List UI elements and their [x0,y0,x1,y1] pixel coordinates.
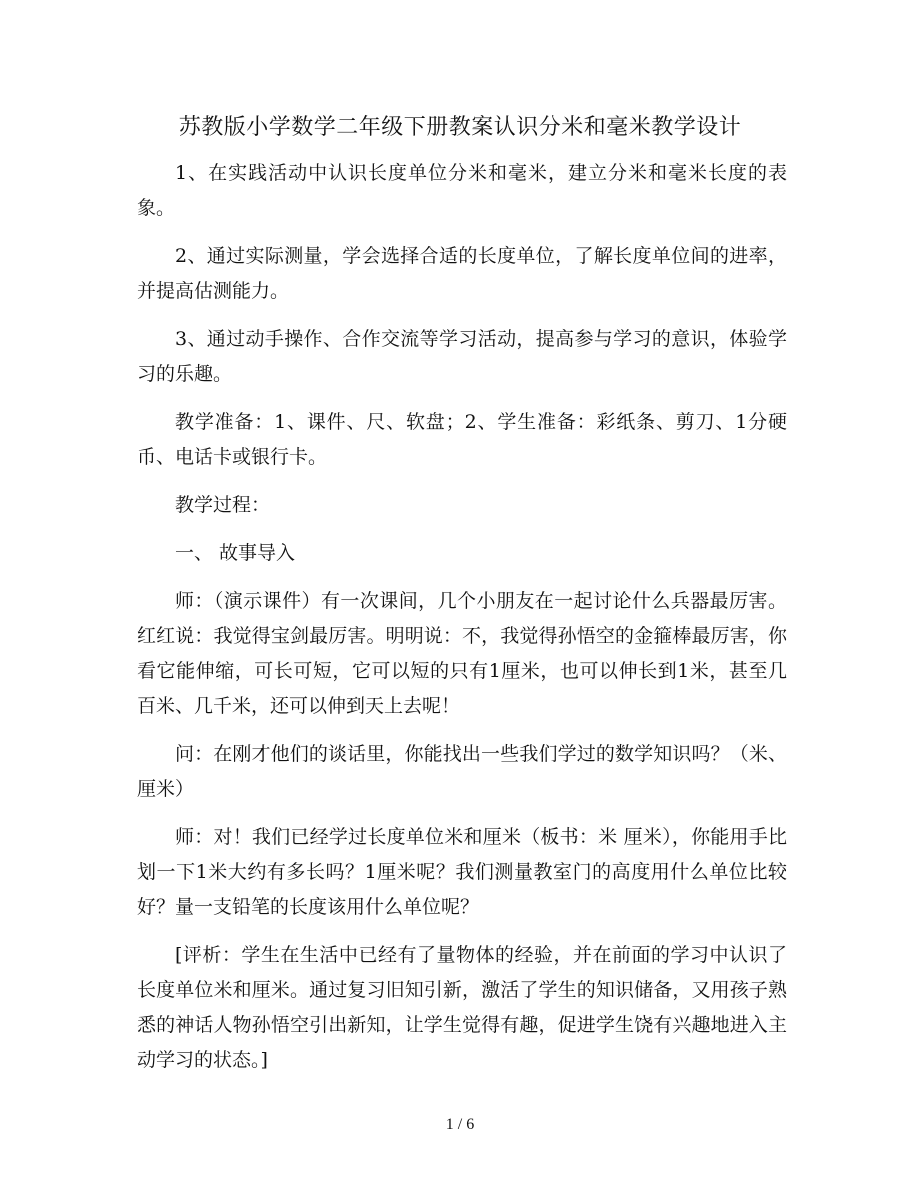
commentary-paragraph: [评析：学生在生活中已经有了量物体的经验，并在前面的学习中认识了长度单位米和厘米。通过复习旧知引新，激活了学生的知识储备，又用孩子熟悉的神话人物孙悟空引出新知，让学生觉得有趣，促进学生饶有兴趣地进入主动学习的状态。] [137,944,787,1071]
document-body [137,156,787,1091]
objective-paragraph-2: 2、通过实际测量，学会选择合适的长度单位，了解长度单位间的进率，并提高估测能力。 [137,245,787,302]
page-number: 1 / 6 [445,1116,475,1133]
process-heading: 教学过程： [175,494,271,516]
teacher-story-paragraph: 师：（演示课件）有一次课间，几个小朋友在一起讨论什么兵器最厉害。红红说：我觉得宝剑最厉害。明明说：不，我觉得孙悟空的金箍棒最厉害，你看它能伸缩，可长可短，它可以短的只有1厘米，也可以伸长到1米，甚至几百米、几千米，还可以伸到天上去呢！ [137,590,787,717]
objective-paragraph-3: 3、通过动手操作、合作交流等学习活动，提高参与学习的意识，体验学习的乐趣。 [137,328,787,385]
preparation-paragraph: 教学准备：1、课件、尺、软盘；2、学生准备：彩纸条、剪刀、1分硬币、电话卡或银行卡。 [137,411,787,468]
teacher-review-paragraph: 师：对！我们已经学过长度单位米和厘米（板书：米 厘米），你能用手比划一下1米大约有多长吗？1厘米呢？我们测量教室门的高度用什么单位比较好？量一支铅笔的长度该用什么单位呢？ [137,826,787,918]
section-heading-story: 一、 故事导入 [175,542,296,564]
objective-paragraph-1: 1、在实践活动中认识长度单位分米和毫米，建立分米和毫米长度的表象。 [137,162,787,219]
document-title: 苏教版小学数学二年级下册教案认识分米和毫米教学设计 [178,115,742,140]
question-paragraph: 问：在刚才他们的谈话里，你能找出一些我们学过的数学知识吗？（米、厘米） [137,743,787,800]
